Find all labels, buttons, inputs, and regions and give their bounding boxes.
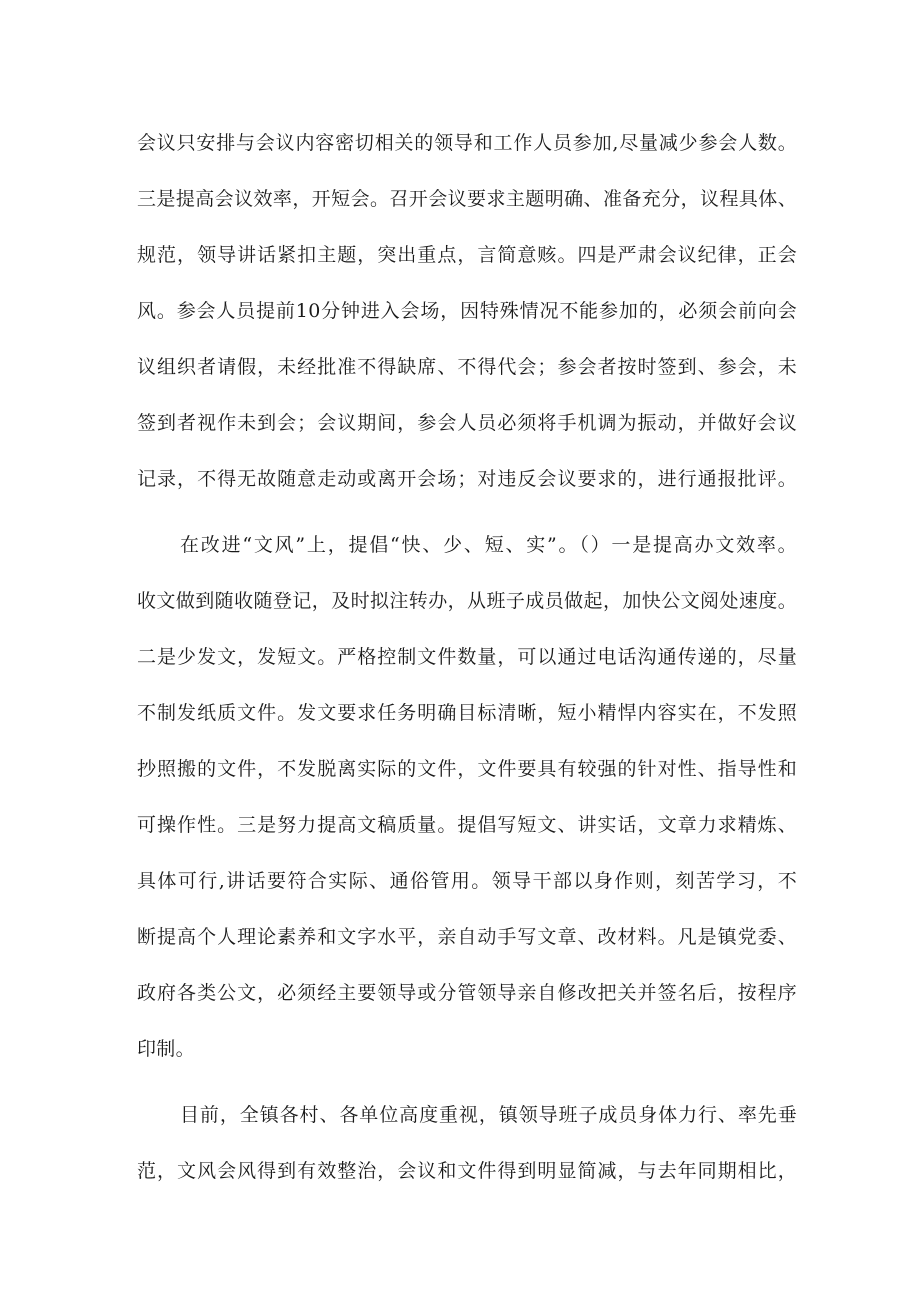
text-line: 规范，领导讲话紧扣主题，突出重点，言简意赅。四是严肃会议纪律，正会: [137, 244, 797, 266]
text-line: 在改进“文风”上，提倡“快、少、短、实”。（）一是提高办文效率。: [180, 534, 797, 556]
text-line: 不制发纸质文件。发文要求任务明确目标清晰，短小精悍内容实在，不发照: [137, 702, 797, 724]
text-line: 可操作性。三是努力提高文稿质量。提倡写短文、讲实话，文章力求精炼、: [137, 814, 797, 836]
text-line: 二是少发文，发短文。严格控制文件数量，可以通过电话沟通传递的，尽量: [137, 646, 797, 668]
text-line: 抄照搬的文件，不发脱离实际的文件，文件要具有较强的针对性、指导性和: [137, 758, 797, 780]
text-line: 风。参会人员提前10分钟进入会场，因特殊情况不能参加的，必须会前向会: [137, 300, 797, 322]
text-line: 政府各类公文，必须经主要领导或分管领导亲自修改把关并签名后，按程序: [137, 982, 797, 1004]
text-line: 议组织者请假，未经批准不得缺席、不得代会；参会者按时签到、参会，未: [137, 356, 797, 378]
text-line: 具体可行,讲话要符合实际、通俗管用。领导干部以身作则，刻苦学习，不: [137, 870, 797, 892]
text-line: 印制。: [137, 1038, 195, 1060]
text-line: 目前，全镇各村、各单位高度重视，镇领导班子成员身体力行、率先垂: [180, 1104, 797, 1126]
text-line: 断提高个人理论素养和文字水平，亲自动手写文章、改材料。凡是镇党委、: [137, 926, 797, 948]
text-line: 三是提高会议效率，开短会。召开会议要求主题明确、准备充分，议程具体、: [137, 188, 797, 210]
text-line: 会议只安排与会议内容密切相关的领导和工作人员参加,尽量减少参会人数。: [137, 132, 797, 154]
text-line: 收文做到随收随登记，及时拟注转办，从班子成员做起，加快公文阅处速度。: [137, 590, 797, 612]
text-line: 签到者视作未到会；会议期间，参会人员必须将手机调为振动，并做好会议: [137, 412, 797, 434]
text-line: 范，文风会风得到有效整治，会议和文件得到明显简减，与去年同期相比，: [137, 1160, 797, 1182]
text-line: 记录，不得无故随意走动或离开会场；对违反会议要求的，进行通报批评。: [137, 468, 797, 490]
